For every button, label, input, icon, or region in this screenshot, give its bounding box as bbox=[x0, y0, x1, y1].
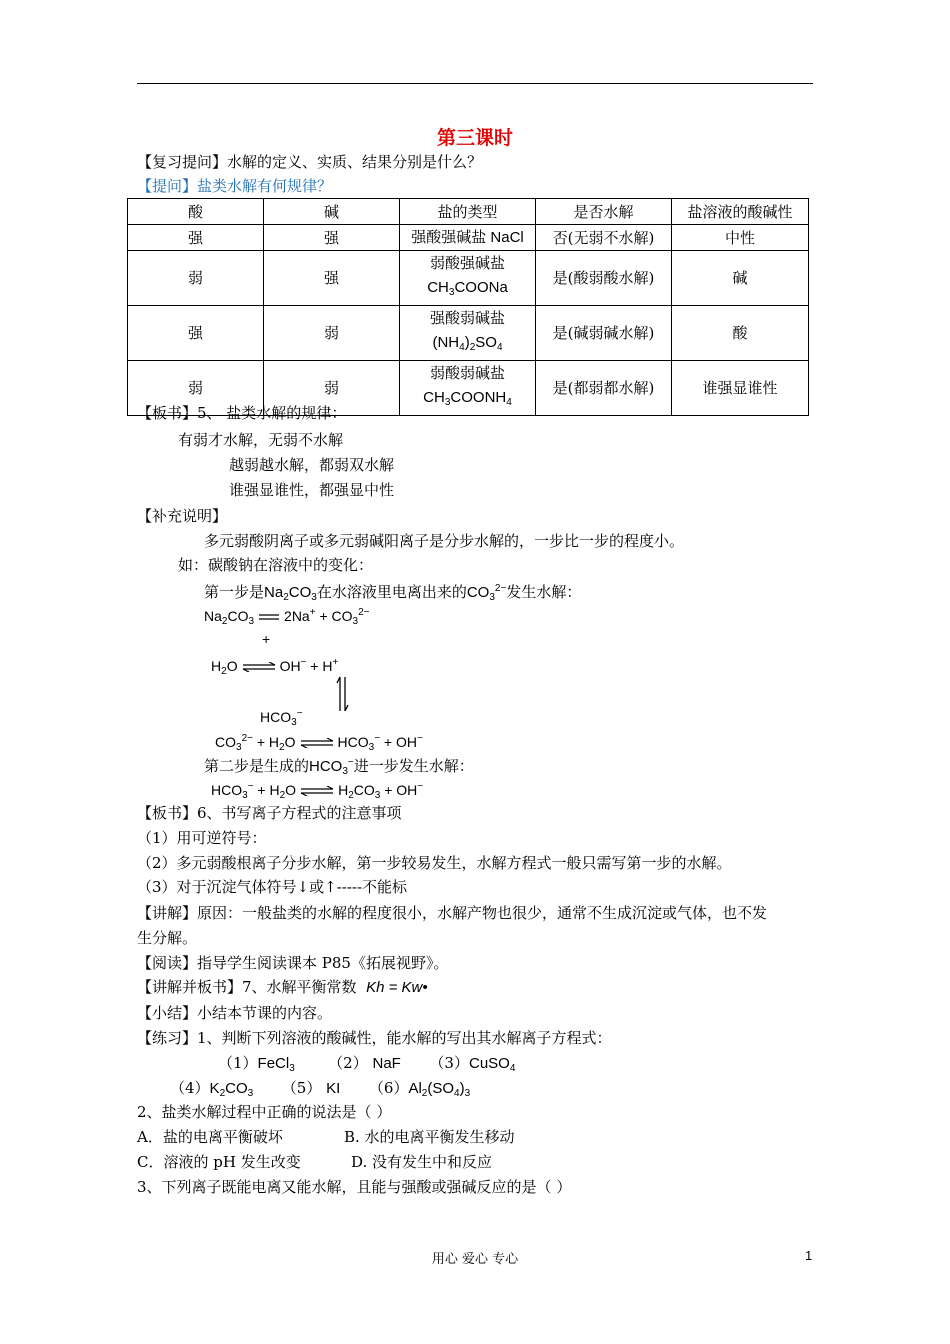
equals-sign bbox=[258, 612, 280, 622]
rule-question: 【提问】盐类水解有何规律？ bbox=[137, 177, 333, 195]
cell-acidity: 谁强显谁性 bbox=[672, 361, 809, 416]
step2-text-b: 进一步发生水解： bbox=[353, 757, 474, 775]
formula-na2co3: $Na_2CO_3$ bbox=[264, 584, 317, 603]
q2-option-c: C．溶液的 pH 发生改变 bbox=[137, 1153, 301, 1171]
note-3: （3）对于沉淀气体符号↓或↑-----不能标 bbox=[137, 878, 408, 896]
cell-acid: 强 bbox=[128, 225, 264, 251]
review-question: 【复习提问】水解的定义、实质、结果分别是什么？ bbox=[137, 153, 483, 171]
rule-line-2: 越弱越水解，都弱双水解 bbox=[229, 456, 395, 474]
formula-nh4-2so4: $(NH_4)_2SO_4$ bbox=[432, 334, 503, 353]
equation-water: $H_2O$ OH− + H+ bbox=[211, 657, 339, 677]
practice-1-items-b: $(4)K_2CO_3$ （5） KI $(6)Al_2(SO_4)_3$ bbox=[170, 1079, 471, 1099]
formula-hco3-inline: $HCO_3^-$ bbox=[309, 757, 354, 777]
board-6: 【板书】6、书写离子方程式的注意事项 bbox=[137, 804, 402, 822]
formula-hco3: $HCO_3^-$ bbox=[260, 708, 303, 728]
salt-type-label: 弱酸弱碱盐 bbox=[429, 364, 505, 382]
cell-base: 强 bbox=[264, 251, 400, 306]
header-hydrolysis: 是否水解 bbox=[536, 199, 672, 225]
question-3: 3、下列离子既能电离又能水解，且能与强酸或强碱反应的是（ ） bbox=[137, 1178, 572, 1196]
cell-base: 弱 bbox=[264, 306, 400, 361]
practice-1-items-a: （1）FeCl$_3$ （2） NaF （3）CuSO$_4$ bbox=[218, 1054, 516, 1074]
table-header-row bbox=[128, 199, 809, 225]
note-1: （1）用可逆符号： bbox=[137, 829, 267, 847]
supplement-text: 多元弱酸阴离子或多元弱碱阳离子是分步水解的，一步比一步的程度小。 bbox=[204, 532, 685, 550]
cell-hydrolysis: 是(碱弱碱水解) bbox=[536, 306, 672, 361]
page-number: 1 bbox=[805, 1248, 813, 1263]
example-line: 如：碳酸钠在溶液中的变化： bbox=[178, 556, 374, 574]
summary-line: 【小结】小结本节课的内容。 bbox=[137, 1004, 333, 1022]
cell-base: 强 bbox=[264, 225, 400, 251]
note-2: （2）多元弱酸根离子分步水解，第一步较易发生，水解方程式一般只需写第一步的水解。 bbox=[137, 854, 732, 872]
step1-text-b: 在水溶液里电离出来的 bbox=[316, 583, 467, 601]
q2-option-d: D. 没有发生中和反应 bbox=[351, 1153, 493, 1171]
formula-ch3coonh4: $CH_3COONH_4$ bbox=[423, 389, 512, 408]
explain-line-2: 生分解。 bbox=[137, 929, 198, 947]
table-row bbox=[128, 225, 809, 251]
equation-dissociation: $Na_2CO_3$ $2Na^+ + CO_3^{2-}$ bbox=[204, 607, 370, 627]
cell-salt-type: 强酸强碱盐 NaCl bbox=[400, 225, 536, 251]
salt-type-label: 弱酸强碱盐 bbox=[429, 254, 505, 272]
table-row bbox=[128, 251, 809, 306]
page-title: 第三课时 bbox=[436, 127, 513, 149]
board-5: 【板书】5、 盐类水解的规律： bbox=[137, 404, 347, 422]
table-row bbox=[128, 306, 809, 361]
reversible-arrow-icon bbox=[300, 786, 334, 796]
cell-acid: 弱 bbox=[128, 361, 264, 416]
practice-1: 【练习】1、判断下列溶液的酸碱性，能水解的写出其水解离子方程式： bbox=[137, 1029, 612, 1047]
header-salt-type: 盐的类型 bbox=[400, 199, 536, 225]
salt-type-label: 强酸弱碱盐 bbox=[429, 309, 505, 327]
hydrolysis-table bbox=[127, 198, 809, 416]
vertical-reversible-arrow-icon bbox=[336, 675, 350, 713]
formula-ch3coona: $CH_3COONa$ bbox=[427, 279, 508, 298]
rule-line-3: 谁强显谁性，都强显中性 bbox=[229, 481, 395, 499]
cell-salt-type bbox=[400, 361, 536, 416]
formula-co3: $CO_3^{2-}$ bbox=[466, 583, 507, 603]
q2-option-b: B. 水的电离平衡发生移动 bbox=[344, 1128, 515, 1146]
cell-salt-type bbox=[400, 251, 536, 306]
read-line: 【阅读】指导学生阅读课本 P85《拓展视野》。 bbox=[137, 954, 449, 972]
equation-step2: $HCO_3^- + H_2O$ $H_2CO_3 + OH^-$ bbox=[211, 781, 424, 801]
rule-line-1: 有弱才水解，无弱不水解 bbox=[178, 431, 344, 449]
cell-base: 弱 bbox=[264, 361, 400, 416]
equation-step1: $CO_3^{2-} + H_2O$ $HCO_3^- + OH^-$ bbox=[215, 733, 423, 753]
cell-acidity: 酸 bbox=[672, 306, 809, 361]
reversible-arrow-icon bbox=[300, 738, 334, 748]
cell-acid: 强 bbox=[128, 306, 264, 361]
cell-acid: 弱 bbox=[128, 251, 264, 306]
plus-sign: + bbox=[262, 631, 271, 647]
step1-text-c: 发生水解： bbox=[506, 583, 582, 601]
cell-hydrolysis: 是(都弱都水解) bbox=[536, 361, 672, 416]
supplement-heading: 【补充说明】 bbox=[137, 507, 228, 525]
kh-expression: Kh = Kw• bbox=[366, 979, 428, 996]
reversible-arrow-icon bbox=[242, 662, 276, 672]
board-7: 【讲解并板书】7、水解平衡常数 bbox=[137, 978, 357, 996]
cell-salt-type bbox=[400, 306, 536, 361]
cell-acidity: 碱 bbox=[672, 251, 809, 306]
header-acidity: 盐溶液的酸碱性 bbox=[672, 199, 809, 225]
board-7-line bbox=[137, 977, 428, 998]
header-acid: 酸 bbox=[128, 199, 264, 225]
q2-option-a: A．盐的电离平衡破坏 bbox=[137, 1128, 283, 1146]
step1-text-a: 第一步是 bbox=[204, 583, 265, 601]
cell-hydrolysis: 否(无弱不水解) bbox=[536, 225, 672, 251]
question-2: 2、盐类水解过程中正确的说法是（ ） bbox=[137, 1103, 392, 1121]
header-base: 碱 bbox=[264, 199, 400, 225]
explain-line-1: 【讲解】原因：一般盐类的水解的程度很小，水解产物也很少，通常不生成沉淀或气体，也不发 bbox=[137, 904, 768, 922]
cell-acidity: 中性 bbox=[672, 225, 809, 251]
header-rule bbox=[137, 83, 813, 84]
step2-text-a: 第二步是生成的 bbox=[204, 757, 310, 775]
footer-text: 用心 爱心 专心 bbox=[431, 1252, 519, 1267]
cell-hydrolysis: 是(酸弱酸水解) bbox=[536, 251, 672, 306]
